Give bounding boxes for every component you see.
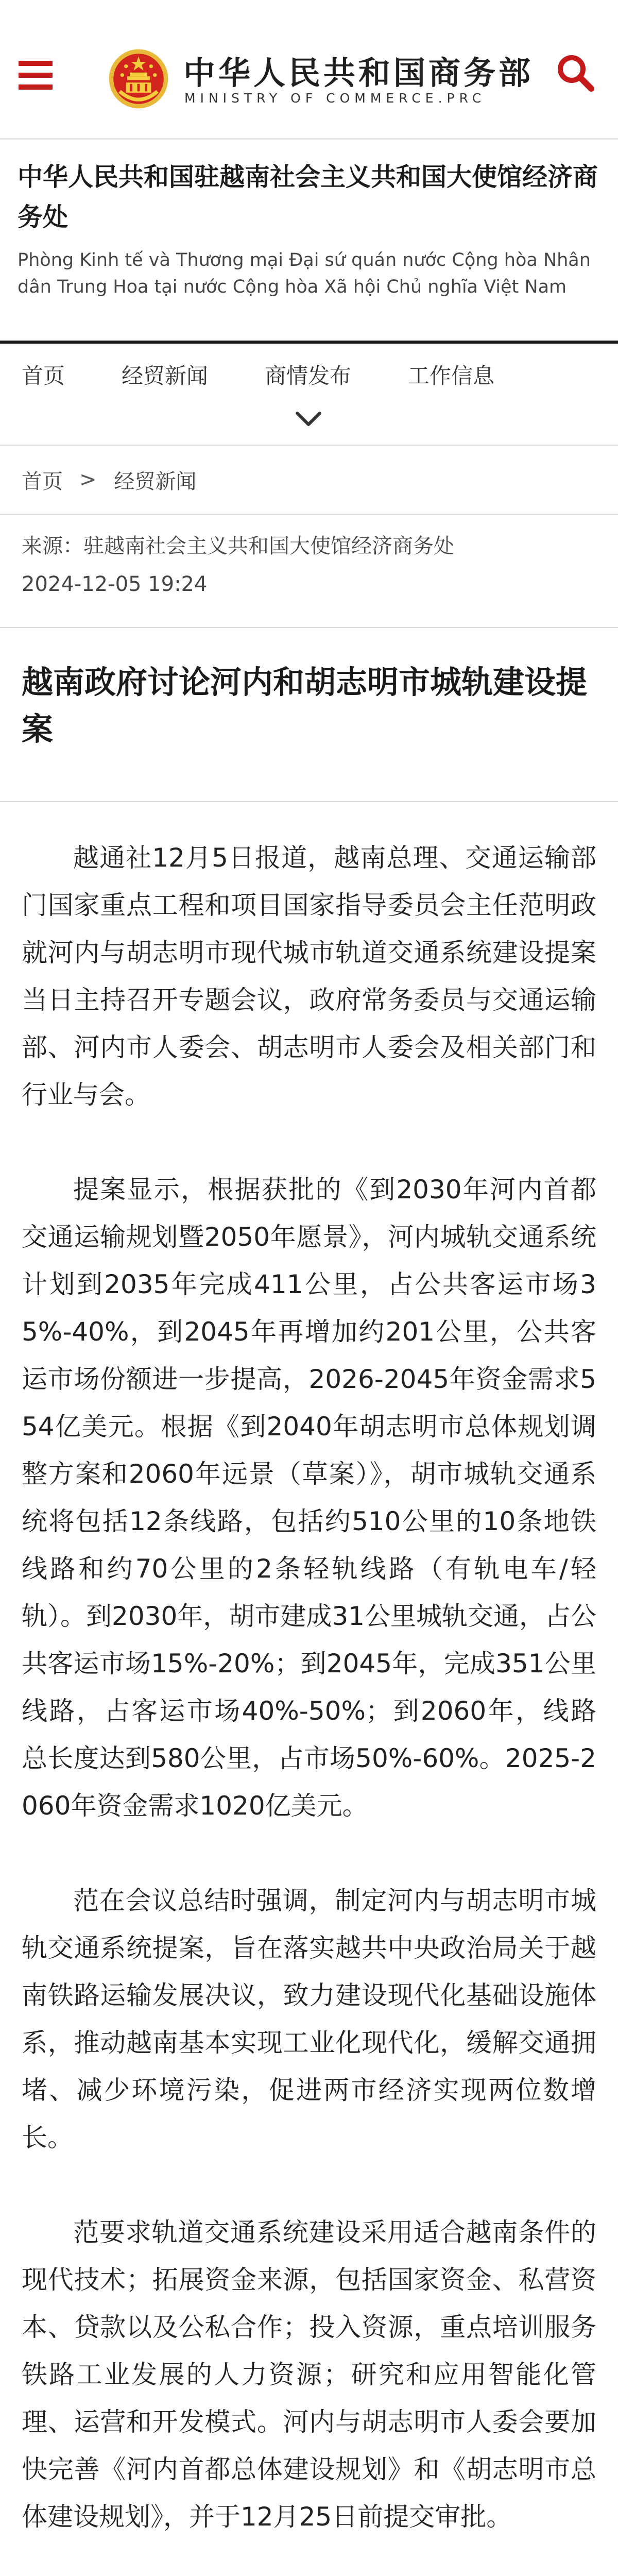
breadcrumb (0, 446, 618, 514)
subsite-title-vietnamese: Phòng Kinh tế và Thương mại Đại sứ quán nước Cộng hòa Nhân dân Trung Hoa tại nước Cộng hòa Xã hội Chủ nghĩa Việt Nam (18, 250, 591, 297)
main-nav (0, 344, 618, 445)
article-paragraph: 提案显示，根据获批的《到2030年河内首都交通运输规划暨2050年愿景》，河内城轨交通系统计划到2035年完成411公里，占公共客运市场35%-40%，到2045年再增加约201公里，公共客运市场份额进一步提高，2026-2045年资金需求554亿美元。根据《到2040年胡志明市总体规划调整方案和2060年远景（草案）》，胡市城轨交通系统将包括12条线路，包括约510公里的10条地铁线路和约70公里的2条轻轨线路（有轨电车/轻轨）。到2030年，胡市建成31公里城轨交通，占公共客运市场15%-20%；到2045年，完成351公里线路，占客运市场40%-50%；到2060年，线路总长度达到580公里，占市场50%-60%。2025-2060年资金需求1020亿美元。 (22, 1175, 596, 1821)
breadcrumb-home[interactable]: 首页 (22, 469, 63, 494)
hamburger-menu-icon[interactable] (19, 61, 53, 95)
nav-item-trade-news[interactable]: 经贸新闻 (122, 363, 209, 388)
nav-item-business-info[interactable]: 商情发布 (265, 363, 352, 388)
subsite-banner (0, 140, 618, 341)
article-meta (0, 515, 618, 627)
brand-title-cn: 中华人民共和国商务部 (183, 54, 534, 92)
article-title: 越南政府讨论河内和胡志明市城轨建设提案 (22, 664, 588, 748)
article-paragraph: 范要求轨道交通系统建设采用适合越南条件的现代技术；拓展资金来源，包括国家资金、私营资本、贷款以及公私合作；投入资源，重点培训服务铁路工业发展的人力资源；研究和应用智能化管理、运营和开发模式。河内与胡志明市人委会要加快完善《河内首都总体建设规划》和《胡志明市总体建设规划》，并于12月25日前提交审批。 (22, 2217, 596, 2532)
nav-item-work-info[interactable]: 工作信息 (408, 363, 495, 388)
article-date: 2024-12-05 19:24 (22, 572, 208, 596)
breadcrumb-separator: > (79, 468, 97, 492)
article-paragraph: 越通社12月5日报道，越南总理、交通运输部门国家重点工程和项目国家指导委员会主任范明政就河内与胡志明市现代城市轨道交通系统建设提案当日主持召开专题会议，政府常务委员与交通运输部、河内市人委会、胡志明市人委会及相关部门和行业与会。 (22, 843, 596, 1110)
search-icon[interactable] (554, 52, 595, 93)
article-paragraph: 范在会议总结时强调，制定河内与胡志明市城轨交通系统提案，旨在落实越共中央政治局关于越南铁路运输发展决议，致力建设现代化基础设施体系，推动越南基本实现工业化现代化，缓解交通拥堵、减少环境污染，促进两市经济实现两位数增长。 (22, 1886, 596, 2153)
article-body (0, 802, 618, 2540)
national-emblem-icon (107, 47, 170, 110)
brand-title-en: MINISTRY OF COMMERCE.PRC (184, 91, 486, 106)
subsite-title[interactable]: 中华人民共和国驻越南社会主义共和国大使馆经济商务处 (18, 162, 598, 232)
article-source: 来源：驻越南社会主义共和国大使馆经济商务处 (22, 534, 454, 558)
chevron-down-icon[interactable] (293, 406, 324, 431)
nav-item-home[interactable]: 首页 (22, 363, 65, 388)
breadcrumb-current[interactable]: 经贸新闻 (114, 469, 197, 494)
site-header (0, 0, 618, 138)
